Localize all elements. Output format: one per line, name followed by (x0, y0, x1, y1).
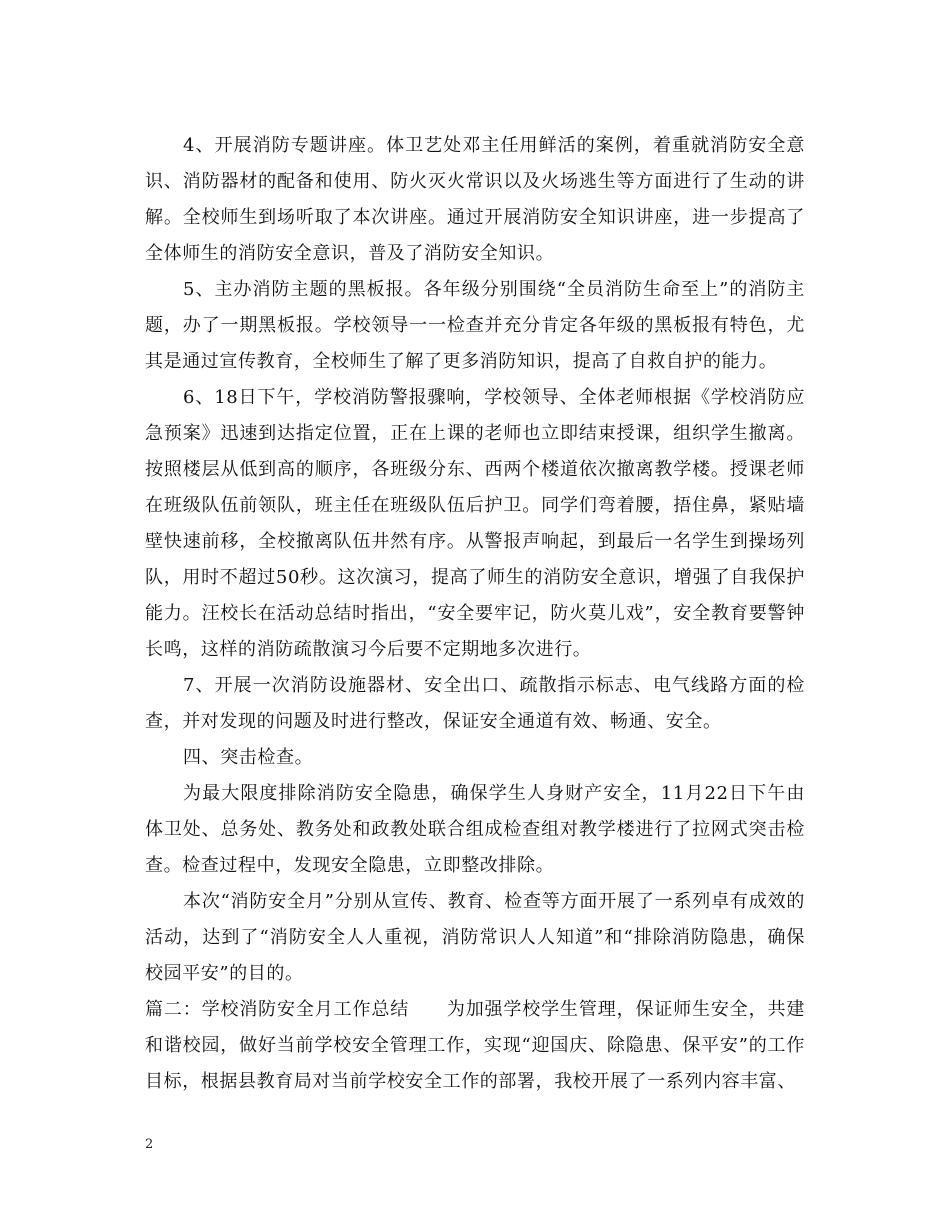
paragraph-surprise-check: 为最大限度排除消防安全隐患，确保学生人身财产安全，11月22日下午由体卫处、总务处、教务处和政教处联合组成检查组对教学楼进行了拉网式突击检查。检查过程中，发现安全隐患，立即整改排除。 (145, 783, 805, 876)
page-number: 2 (145, 1137, 154, 1152)
paragraph-inspection-facilities: 7、开展一次消防设施器材、安全出口、疏散指示标志、电气线路方面的检查，并对发现的问题及时进行整改，保证安全通道有效、畅通、安全。 (145, 675, 805, 732)
paragraph-drill: 6、18日下午，学校消防警报骤响，学校领导、全体老师根据《学校消防应急预案》迅速到达指定位置，正在上课的老师也立即结束授课，组织学生撤离。按照楼层从低到高的顺序，各班级分东、西两个楼道依次撤离教学楼。授课老师在班级队伍前领队，班主任在班级队伍后护卫。同学们弯着腰，捂住鼻，紧贴墙壁快速前移，全校撤离队伍井然有序。从警报声响起，到最后一名学生到操场列队，用时不超过50秒。这次演习，提高了师生的消防安全意识，增强了自我保护能力。汪校长在活动总结时指出，“安全要牢记，防火莫儿戏”，安全教育要警钟长鸣，这样的消防疏散演习今后要不定期地多次进行。 (145, 387, 805, 660)
document-body (145, 128, 805, 1100)
paragraph-blackboard: 5、主办消防主题的黑板报。各年级分别围绕“全员消防生命至上”的消防主题，办了一期黑板报。学校领导一一检查并充分肯定各年级的黑板报有特色，尤其是通过宣传教育，全校师生了解了更多消防知识，提高了自救自护的能力。 (145, 279, 805, 372)
paragraph-part-two: 篇二：学校消防安全月工作总结 为加强学校学生管理，保证师生安全，共建和谐校园，做好当前学校安全管理工作，实现“迎国庆、除隐患、保平安”的工作目标，根据县教育局对当前学校安全工作的部署，我校开展了一系列内容丰富、 (145, 999, 805, 1092)
paragraph-summary: 本次“消防安全月”分别从宣传、教育、检查等方面开展了一系列卓有成效的活动，达到了“消防安全人人重视，消防常识人人知道”和“排除消防隐患，确保校园平安”的目的。 (145, 891, 805, 984)
paragraph-lecture: 4、开展消防专题讲座。体卫艺处邓主任用鲜活的案例，着重就消防安全意识、消防器材的配备和使用、防火灭火常识以及火场逃生等方面进行了生动的讲解。全校师生到场听取了本次讲座。通过开展消防安全知识讲座，进一步提高了全体师生的消防安全意识，普及了消防安全知识。 (145, 135, 805, 264)
section-heading-surprise-check: 四、突击检查。 (183, 747, 314, 768)
